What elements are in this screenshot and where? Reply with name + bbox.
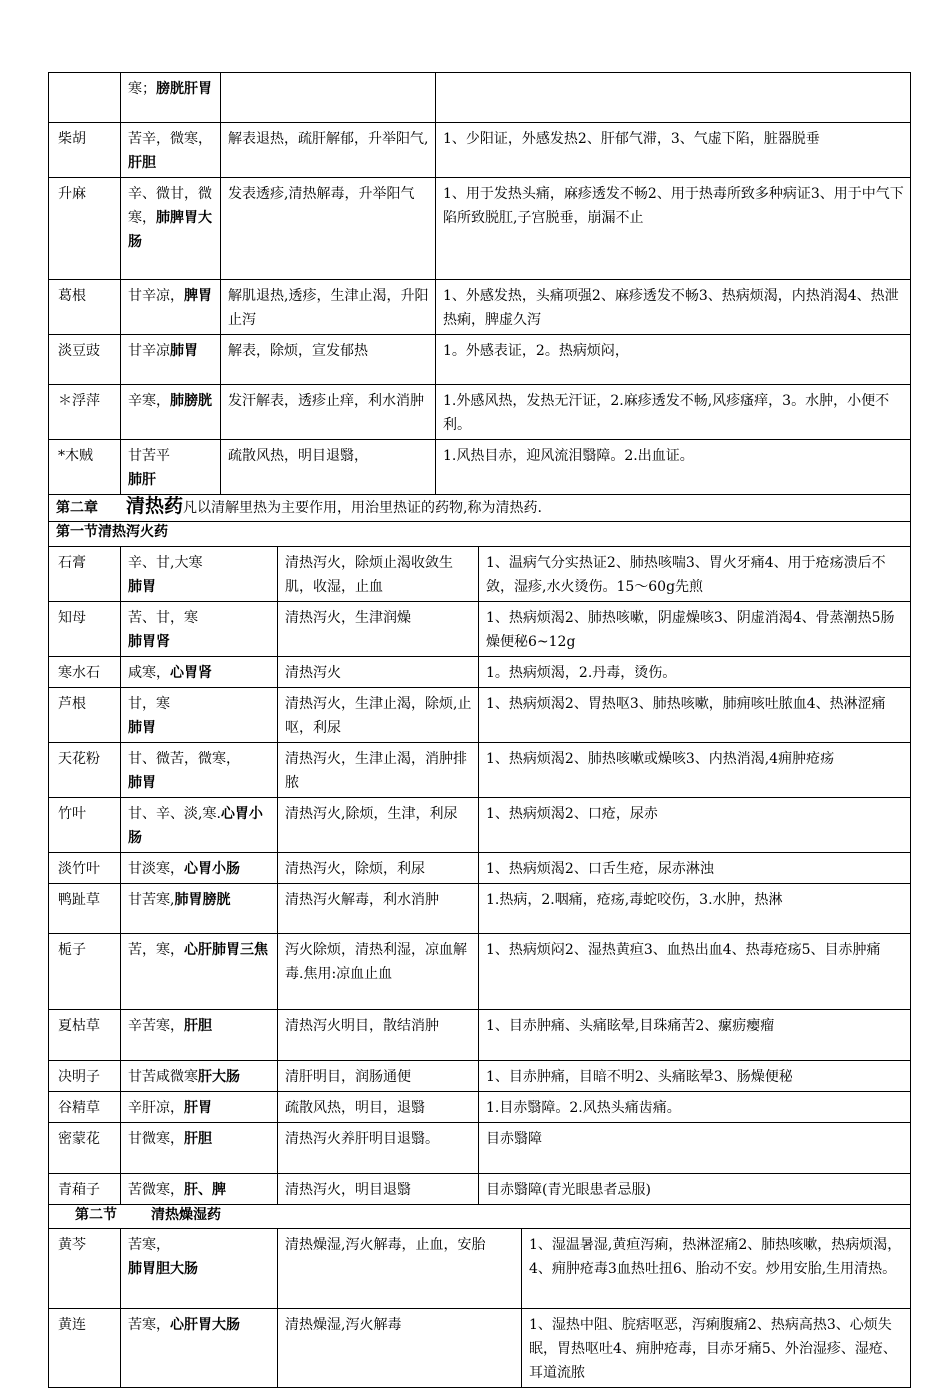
- herb-meridian: 肝胆: [128, 155, 156, 171]
- herb-property: 甘苦寒,肺胃膀胱: [121, 884, 278, 934]
- herb-usage: 1、热病烦渴2、口舌生疮，尿赤淋浊: [479, 853, 911, 884]
- herb-meridian: 肺肝: [128, 472, 156, 488]
- herb-usage: 1.目赤翳障。2.风热头痛齿痛。: [479, 1092, 911, 1123]
- herb-name: 黄芩: [49, 1229, 121, 1309]
- herb-name: 天花粉: [49, 743, 121, 798]
- herb-meridian: 肝胆: [184, 1131, 212, 1147]
- herb-property: 甘，寒 肺胃: [121, 688, 278, 743]
- herb-property: 苦辛，微寒，肝胆: [121, 123, 221, 178]
- herb-usage: 1、用于发热头痛，麻疹透发不畅2、用于热毒所致多种病证3、用于中气下陷所致脱肛,子宫脱垂，崩漏不止: [436, 178, 911, 280]
- herb-property: 苦、甘，寒 肺胃肾: [121, 602, 278, 657]
- herb-usage: 1、目赤肿痛，目暗不明2、头痛眩晕3、肠燥便秘: [479, 1061, 911, 1092]
- herb-name: 竹叶: [49, 798, 121, 853]
- table-row: [49, 280, 911, 335]
- herb-property: 辛寒，肺膀胱: [121, 385, 221, 440]
- table-row: [49, 1309, 911, 1388]
- herb-name: 谷精草: [49, 1092, 121, 1123]
- herb-effect: 泻火除烦，清热利湿，凉血解毒.焦用:凉血止血: [278, 934, 479, 1010]
- table-row: [49, 1061, 911, 1092]
- herb-name: 寒水石: [49, 657, 121, 688]
- herb-meridian: 肺胃膀胱: [174, 892, 231, 908]
- herb-effect: 清热泻火，生津润燥: [278, 602, 479, 657]
- herb-name: 淡竹叶: [49, 853, 121, 884]
- herb-name: ＊浮萍: [49, 385, 121, 440]
- herb-usage: 1、热病烦渴2、肺热咳嗽或燥咳3、内热消渴,4痈肿疮疡: [479, 743, 911, 798]
- herb-property: 辛、微甘，微寒，肺脾胃大肠: [121, 178, 221, 280]
- herb-property: 甘、微苦，微寒， 肺胃: [121, 743, 278, 798]
- herb-effect: 解肌退热,透疹，生津止渴，升阳止泻: [221, 280, 436, 335]
- herb-effect: 清热泻火养肝明目退翳。: [278, 1123, 479, 1174]
- herb-usage: 1、湿温暑湿,黄疸泻痢，热淋涩痛2、肺热咳嗽，热病烦渴，4、痈肿疮毒3血热吐扭6、胎动不安。炒用安胎,生用清热。: [522, 1229, 911, 1309]
- table-row: [49, 440, 911, 495]
- table-row: [49, 743, 911, 798]
- chapter-heading: [49, 495, 911, 522]
- herb-meridian: 心肝胃大肠: [170, 1317, 240, 1333]
- herb-effect: 清热泻火，明目退翳: [278, 1174, 479, 1205]
- herb-usage: 目赤翳障(青光眼患者忌服): [479, 1174, 911, 1205]
- herb-usage: 1.热病，2.咽痛，疮疡,毒蛇咬伤，3.水肿，热淋: [479, 884, 911, 934]
- herb-meridian: 肝大肠: [198, 1069, 240, 1085]
- section-title: 第一节清热泻火药: [49, 522, 911, 547]
- herb-name: 决明子: [49, 1061, 121, 1092]
- table-row: [49, 335, 911, 385]
- herb-effect: 清热泻火: [278, 657, 479, 688]
- herb-name: 芦根: [49, 688, 121, 743]
- table-row: [49, 73, 911, 123]
- herb-meridian: 肺脾胃大肠: [128, 210, 212, 250]
- herb-name: 石膏: [49, 547, 121, 602]
- herb-document: [48, 72, 910, 1388]
- table-row: [49, 1092, 911, 1123]
- herb-property: 甘微寒，肝胆: [121, 1123, 278, 1174]
- herb-name: 鸭趾草: [49, 884, 121, 934]
- herb-property: 辛苦寒，肝胆: [121, 1010, 278, 1061]
- herb-effect: 清热燥湿,泻火解毒: [278, 1309, 522, 1388]
- herb-effect: 清肝明目，润肠通便: [278, 1061, 479, 1092]
- herb-name: 淡豆豉: [49, 335, 121, 385]
- herb-effect: 解表退热，疏肝解郁，升举阳气,: [221, 123, 436, 178]
- herb-property: 甘淡寒，心胃小肠: [121, 853, 278, 884]
- table-row: [49, 602, 911, 657]
- herb-name: 升麻: [49, 178, 121, 280]
- chapter-title: 清热药: [126, 495, 184, 517]
- herb-name: 青葙子: [49, 1174, 121, 1205]
- herb-name: 夏枯草: [49, 1010, 121, 1061]
- herb-effect: 清热泻火解毒，利水消肿: [278, 884, 479, 934]
- section-row: [49, 522, 911, 547]
- table-row: [49, 1123, 911, 1174]
- herb-meridian: 心胃小肠: [184, 861, 240, 877]
- herb-meridian: 肺胃: [128, 579, 156, 595]
- table-row: [49, 798, 911, 853]
- herb-meridian: 肺膀胱: [170, 393, 212, 409]
- herb-property: 苦微寒，肝、脾: [121, 1174, 278, 1205]
- herb-meridian: 肺胃: [128, 775, 156, 791]
- herb-property: 辛肝凉，肝胃: [121, 1092, 278, 1123]
- herb-property: 苦寒， 肺胃胆大肠: [121, 1229, 278, 1309]
- herb-usage: 1、热病烦闷2、湿热黄疸3、血热出血4、热毒疮疡5、目赤肿痛: [479, 934, 911, 1010]
- table-row: [49, 123, 911, 178]
- herb-property: 甘辛凉肺胃: [121, 335, 221, 385]
- herb-name: 栀子: [49, 934, 121, 1010]
- herb-effect: 清热泻火，生津止渴，除烦,止呕，利尿: [278, 688, 479, 743]
- table-row: [49, 853, 911, 884]
- herb-usage: 1、外感发热，头痛项强2、麻疹透发不畅3、热病烦渴，内热消渴4、热泄热痢，脾虚久泻: [436, 280, 911, 335]
- herb-table-release-exterior: [48, 72, 911, 495]
- herb-property: 甘苦平 肺肝: [121, 440, 221, 495]
- herb-usage: 1、少阳证，外感发热2、肝郁气滞，3、气虚下陷，脏器脱垂: [436, 123, 911, 178]
- herb-effect: 清热泻火,除烦，生津，利尿: [278, 798, 479, 853]
- herb-meridian: 肝胃: [184, 1100, 212, 1116]
- herb-usage: 1.风热目赤，迎风流泪翳障。2.出血证。: [436, 440, 911, 495]
- herb-name: 黄连: [49, 1309, 121, 1388]
- table-row: [49, 1229, 911, 1309]
- herb-usage: [436, 73, 911, 123]
- herb-name: [49, 73, 121, 123]
- section-row: [49, 1205, 911, 1229]
- table-row: [49, 178, 911, 280]
- herb-effect: 清热泻火明目，散结消肿: [278, 1010, 479, 1061]
- herb-meridian: 心胃小肠: [128, 806, 263, 846]
- herb-effect: [221, 73, 436, 123]
- herb-effect: 发汗解表，透疹止痒，利水消肿: [221, 385, 436, 440]
- herb-meridian: 膀胱肝胃: [156, 81, 212, 97]
- herb-name: 柴胡: [49, 123, 121, 178]
- herb-usage: 1、热病烦渴2、胃热呕3、肺热咳嗽，肺痈咳吐脓血4、热淋涩痛: [479, 688, 911, 743]
- herb-property: 苦，寒，心肝肺胃三焦: [121, 934, 278, 1010]
- table-row: [49, 884, 911, 934]
- table-row: [49, 657, 911, 688]
- herb-meridian: 肺胃胆大肠: [128, 1261, 198, 1277]
- section-heading: [49, 1205, 911, 1229]
- herb-table-clear-heat-fire: [48, 494, 911, 1205]
- herb-property: 甘苦咸微寒肝大肠: [121, 1061, 278, 1092]
- herb-effect: 清热泻火，生津止渴，消肿排脓: [278, 743, 479, 798]
- herb-meridian: 肺胃: [170, 343, 198, 359]
- herb-name: 密蒙花: [49, 1123, 121, 1174]
- herb-meridian: 心胃肾: [170, 665, 212, 681]
- herb-usage: 1、湿热中阻、脘痞呕恶，泻痢腹痛2、热病高热3、心烦失眠，胃热呕吐4、痈肿疮毒，目赤牙痛5、外治湿疹、湿疮、耳道流脓: [522, 1309, 911, 1388]
- herb-usage: 目赤翳障: [479, 1123, 911, 1174]
- table-row: [49, 1174, 911, 1205]
- herb-effect: 清热泻火，除烦，利尿: [278, 853, 479, 884]
- table-row: [49, 385, 911, 440]
- herb-meridian: 心肝肺胃三焦: [184, 942, 268, 958]
- section-label: 第二节: [75, 1207, 117, 1223]
- herb-meridian: 肺胃: [128, 720, 156, 736]
- herb-usage: 1、温病气分实热证2、肺热咳喘3、胃火牙痛4、用于疮疡溃后不敛，湿疹,水火烫伤。15～60g先煎: [479, 547, 911, 602]
- chapter-label: 第二章: [56, 500, 98, 516]
- chapter-description: 凡以清解里热为主要作用，用治里热证的药物,称为清热药.: [183, 500, 542, 516]
- section-title: 清热燥湿药: [151, 1207, 221, 1223]
- herb-usage: 1.外感风热，发热无汗证，2.麻疹透发不畅,风疹瘙痒，3。水肿，小便不利。: [436, 385, 911, 440]
- herb-meridian: 肺胃肾: [128, 634, 170, 650]
- herb-table-clear-heat-dry-damp: [48, 1204, 911, 1388]
- herb-name: *木贼: [49, 440, 121, 495]
- herb-effect: 解表，除烦，宣发郁热: [221, 335, 436, 385]
- herb-usage: 1。外感表证，2。热病烦闷，: [436, 335, 911, 385]
- herb-usage: 1、热病烦渴2、口疮，尿赤: [479, 798, 911, 853]
- herb-usage: 1、热病烦渴2、肺热咳嗽，阴虚燥咳3、阴虚消渴4、骨蒸潮热5肠燥便秘6~12g: [479, 602, 911, 657]
- herb-effect: 发表透疹,清热解毒，升举阳气: [221, 178, 436, 280]
- herb-meridian: 肝胆: [184, 1018, 212, 1034]
- herb-property: 甘辛凉，脾胃: [121, 280, 221, 335]
- herb-effect: 疏散风热，明目，退翳: [278, 1092, 479, 1123]
- herb-usage: 1。热病烦渴，2.丹毒，烫伤。: [479, 657, 911, 688]
- herb-name: 知母: [49, 602, 121, 657]
- herb-property: 甘、辛、淡,寒.心胃小肠: [121, 798, 278, 853]
- herb-name: 葛根: [49, 280, 121, 335]
- table-row: [49, 934, 911, 1010]
- herb-property: 咸寒，心胃肾: [121, 657, 278, 688]
- table-row: [49, 547, 911, 602]
- chapter-row: [49, 495, 911, 522]
- herb-effect: 清热燥湿,泻火解毒，止血，安胎: [278, 1229, 522, 1309]
- herb-effect: 疏散风热，明目退翳，: [221, 440, 436, 495]
- herb-usage: 1、目赤肿痛、头痛眩晕,目珠痛苦2、瘰疬瘿瘤: [479, 1010, 911, 1061]
- herb-property: 寒；膀胱肝胃: [121, 73, 221, 123]
- table-row: [49, 688, 911, 743]
- herb-effect: 清热泻火，除烦止渴收敛生肌，收湿，止血: [278, 547, 479, 602]
- herb-property: 苦寒，心肝胃大肠: [121, 1309, 278, 1388]
- herb-meridian: 脾胃: [184, 288, 212, 304]
- table-row: [49, 1010, 911, 1061]
- herb-property: 辛、甘,大寒 肺胃: [121, 547, 278, 602]
- herb-meridian: 肝、脾: [184, 1182, 226, 1198]
